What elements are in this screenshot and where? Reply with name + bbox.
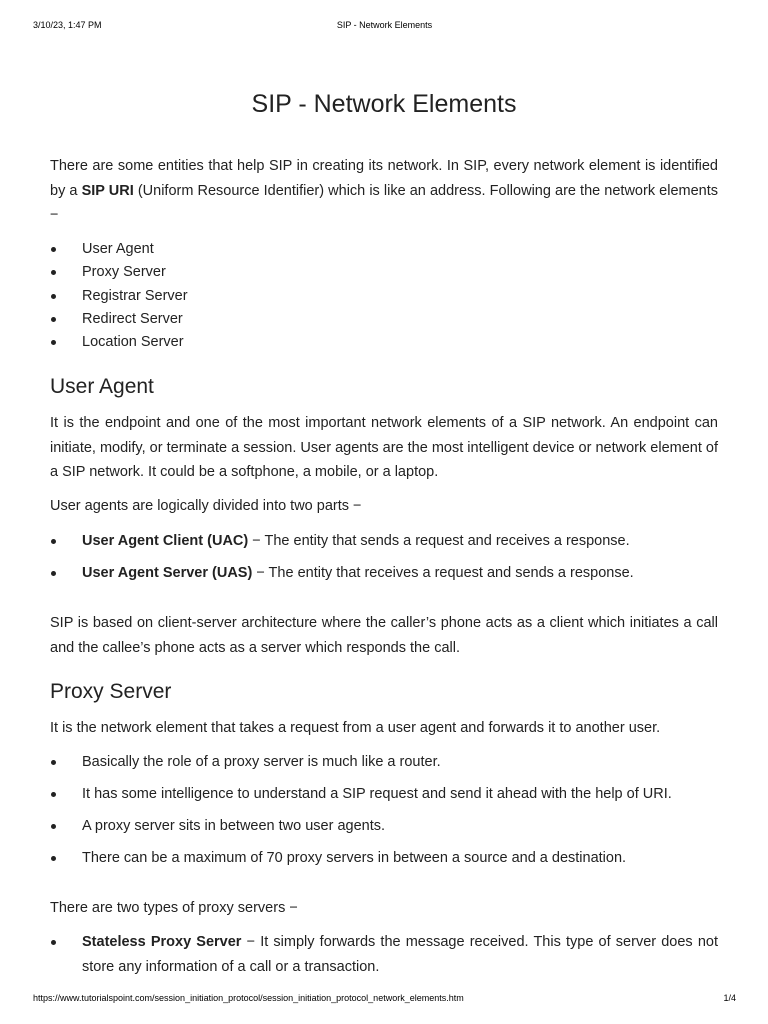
list-item: Proxy Server — [50, 261, 718, 284]
list-item: Redirect Server — [50, 308, 718, 331]
list-item: There can be a maximum of 70 proxy servers in between a source and a destination. — [50, 846, 718, 871]
list-item: Location Server — [50, 331, 718, 354]
print-footer — [33, 993, 736, 1003]
description: − The entity that receives a request and sends a response. — [252, 565, 634, 581]
network-elements-list — [50, 238, 718, 354]
list-item — [50, 529, 718, 554]
print-url: https://www.tutorialspoint.com/session_initiation_protocol/session_initiation_protocol_network_elements.htm — [33, 993, 464, 1003]
print-header — [33, 20, 736, 30]
list-item: Basically the role of a proxy server is much like a router. — [50, 750, 718, 775]
intro-text-before: There are some entities that help SIP in creating its network. In SIP, every network element is identified by a — [50, 158, 718, 199]
proxy-server-paragraph: It is the network element that takes a request from a user agent and forwards it to another user. — [50, 720, 661, 736]
section-heading-user-agent: User Agent — [50, 375, 154, 398]
list-item: A proxy server sits in between two user agents. — [50, 814, 718, 839]
description: − The entity that sends a request and receives a response. — [248, 533, 630, 549]
intro-text-after: (Uniform Resource Identifier) which is like an address. Following are the network elements − — [50, 182, 718, 223]
user-agent-paragraph: It is the endpoint and one of the most important network elements of a SIP network. An endpoint can initiate, modify, or terminate a session. User agents are the most intelligent device or network element of a SIP network. It could be a softphone, a mobile, or a laptop. — [50, 415, 718, 480]
client-server-paragraph: SIP is based on client-server architecture where the caller’s phone acts as a client which initiates a call and the callee’s phone acts as a server which responds the call. — [50, 615, 718, 656]
intro-paragraph — [50, 154, 718, 228]
user-agent-parts-list — [50, 529, 718, 593]
list-item — [50, 561, 718, 586]
intro-bold-term: SIP URI — [81, 182, 134, 199]
user-agent-parts-intro: User agents are logically divided into two parts − — [50, 498, 362, 514]
print-page-number: 1/4 — [723, 993, 736, 1003]
list-item: Registrar Server — [50, 285, 718, 308]
print-page-title: SIP - Network Elements — [336, 20, 433, 30]
page-title: SIP - Network Elements — [251, 90, 517, 118]
section-heading-proxy-server: Proxy Server — [50, 680, 172, 703]
proxy-types-list — [50, 930, 718, 987]
description: − It simply forwards the message received. This type of server does not store any information of a call or a transaction. — [82, 934, 718, 975]
proxy-server-bullets — [50, 750, 718, 878]
proxy-types-intro: There are two types of proxy servers − — [50, 900, 298, 916]
list-item: User Agent — [50, 238, 718, 261]
term: Stateless Proxy Server — [82, 934, 242, 950]
print-datetime: 3/10/23, 1:47 PM — [33, 20, 102, 30]
term: User Agent Server (UAS) — [82, 565, 253, 581]
list-item: It has some intelligence to understand a SIP request and send it ahead with the help of URI. — [50, 782, 718, 807]
term: User Agent Client (UAC) — [82, 533, 249, 549]
list-item — [50, 930, 718, 979]
